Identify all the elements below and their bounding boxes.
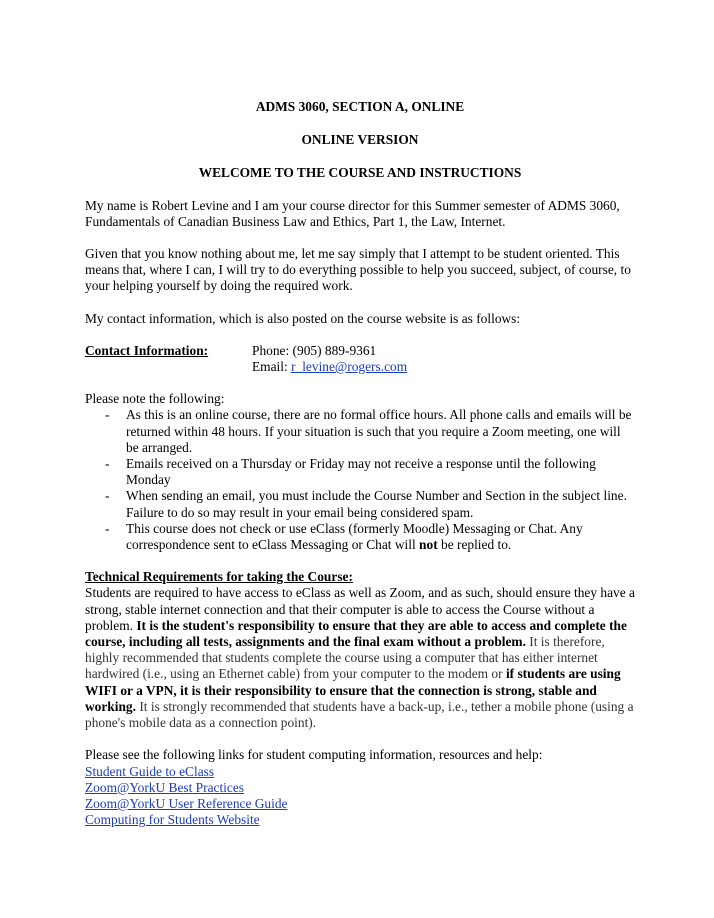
note-text: This course does not check or use eClass (formerly Moodle) Messaging or Chat. Any correspondence sent to eClass Messaging or Chat will <box>126 520 583 553</box>
list-item <box>85 488 635 520</box>
bullet-dash: - <box>105 488 110 504</box>
technical-bold-1: It is the student's responsibility to ensure that they are able to access and complete the course, including all tests, assignments and the final exam without a problem. <box>85 617 627 650</box>
note-text: As this is an online course, there are no formal office hours. All phone calls and emails will be returned within 48 hours. If your situation is such that you require a Zoom meeting, one will be arranged. <box>126 407 632 455</box>
resource-links <box>85 764 635 829</box>
course-title: ADMS 3060, SECTION A, ONLINE <box>255 99 465 114</box>
email-link[interactable]: r_levine@rogers.com <box>291 359 408 375</box>
list-item <box>85 521 635 553</box>
note-text: be replied to. <box>437 537 512 553</box>
zoom-best-practices-link[interactable]: Zoom@YorkU Best Practices <box>85 779 244 795</box>
note-text: When sending an email, you must include the Course Number and Section in the subject line. Failure to do so may result in your email being considered spam. <box>126 488 627 520</box>
technical-text-3: It is strongly recommended that students have a back-up, i.e., tether a mobile phone (using a phone's mobile data as a connection point). <box>85 698 634 731</box>
contact-label: Contact Information: <box>85 342 209 358</box>
version-title: ONLINE VERSION <box>301 132 419 148</box>
contact-phone: Phone: (905) 889-9361 <box>252 342 377 358</box>
contact-block <box>85 343 635 375</box>
technical-bold-2: if students are using WIFI or a VPN, it is their responsibility to ensure that the connection is strong, stable and working. <box>85 666 621 714</box>
notes-list <box>85 407 635 553</box>
list-item <box>85 456 635 488</box>
contact-email-line <box>252 359 407 375</box>
zoom-reference-guide-link[interactable]: Zoom@YorkU User Reference Guide <box>85 795 288 811</box>
email-prefix: Email: <box>252 359 292 375</box>
computing-website-link[interactable]: Computing for Students Website <box>85 812 260 828</box>
bullet-dash: - <box>105 520 110 536</box>
note-emphasis: not <box>419 537 438 553</box>
intro-paragraph-3: My contact information, which is also posted on the course website is as follows: <box>85 310 521 326</box>
document-page <box>85 96 635 828</box>
technical-text-2: It is therefore, highly recommended that students complete the course using a computer that has either internet hardwired (i.e., using an Ethernet cable) from your computer to the modem or <box>85 634 605 682</box>
welcome-title: WELCOME TO THE COURSE AND INSTRUCTIONS <box>198 165 522 181</box>
bullet-dash: - <box>105 407 110 423</box>
bullet-dash: - <box>105 456 110 472</box>
resources-intro: Please see the following links for student computing information, resources and help: <box>85 747 543 763</box>
eclass-guide-link[interactable]: Student Guide to eClass <box>85 763 215 779</box>
contact-values <box>252 343 407 375</box>
technical-text-1: Students are required to have access to eClass as well as Zoom, and as such, should ensure they have a strong, stable internet connection and that their computer is able to access the Course without a problem. <box>85 585 635 633</box>
technical-heading: Technical Requirements for taking the Course: <box>85 569 353 585</box>
intro-paragraph-2: Given that you know nothing about me, let me say simply that I attempt to be student oriented. This means that, where I can, I will try to do everything possible to help you succeed, subject, of course, to your helping yourself by doing the required work. <box>85 246 631 294</box>
notes-intro: Please note the following: <box>85 391 225 407</box>
technical-paragraph <box>85 585 635 731</box>
note-text: Emails received on a Thursday or Friday may not receive a response until the following Monday <box>126 456 596 488</box>
list-item <box>85 407 635 456</box>
intro-paragraph-1: My name is Robert Levine and I am your course director for this Summer semester of ADMS 3060, Fundamentals of Canadian Business Law and Ethics, Part 1, the Law, Internet. <box>85 197 620 229</box>
